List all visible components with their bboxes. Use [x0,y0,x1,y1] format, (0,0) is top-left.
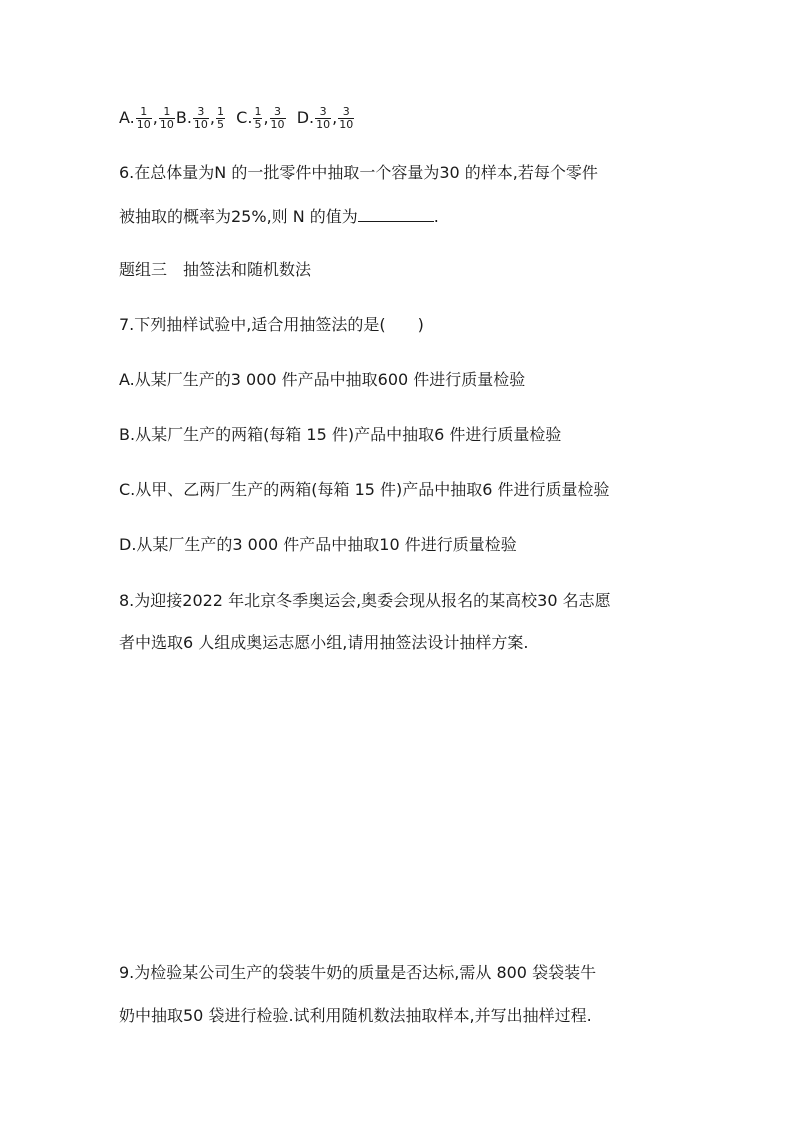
q6-line1: 6.在总体量为N 的一批零件中抽取一个容量为30 的样本,若每个零件 [119,163,598,182]
q7-option-b: B.从某厂生产的两箱(每箱 15 件)产品中抽取6 件进行质量检验 [119,425,562,444]
fraction: $\frac{3}{10}$ [193,105,208,131]
q8-line1: 8.为迎接2022 年北京冬季奥运会,奥委会现从报名的某高校30 名志愿 [119,591,611,610]
q8-line2: 者中选取6 人组成奥运志愿小组,请用抽签法设计抽样方案. [119,633,529,652]
option-a-label: A. [119,108,135,127]
option-d-label: D. [296,108,315,127]
fraction: $\frac{1}{10}$ [159,105,174,131]
q9-line1: 9.为检验某公司生产的袋装牛奶的质量是否达标,需从 800 袋袋装牛 [119,963,597,982]
fraction: $\frac{1}{5}$ [254,105,262,131]
q7-option-d: D.从某厂生产的3 000 件产品中抽取10 件进行质量检验 [119,535,517,554]
q9-line2: 奶中抽取50 袋进行检验.试利用随机数法抽取样本,并写出抽样过程. [119,1006,592,1025]
answer-blank[interactable] [358,203,434,222]
fraction: $\frac{3}{10}$ [270,105,285,131]
q6-line2: 被抽取的概率为25%,则 N 的值为 . [119,203,439,229]
option-b-label: B. [175,108,192,127]
q5-options: A. $\frac{1}{10}$ , $\frac{1}{10}$ B. $\frac{3}{10}$ , $\frac{1}{5}$ C. $\frac{1}{5}$ , $\frac{3}{10}$ D. $\frac{3}{10}$ , $\frac{3}{10}$ [119,105,354,131]
q7-stem: 7.下列抽样试验中,适合用抽签法的是( ) [119,315,424,334]
q7-option-a: A.从某厂生产的3 000 件产品中抽取600 件进行质量检验 [119,370,526,389]
fraction: $\frac{1}{5}$ [217,105,224,131]
fraction: $\frac{3}{10}$ [339,105,354,131]
q7-option-c: C.从甲、乙两厂生产的两箱(每箱 15 件)产品中抽取6 件进行质量检验 [119,480,610,499]
option-c-label: C. [236,108,253,127]
fraction: $\frac{3}{10}$ [316,105,331,131]
section-title: 题组三 抽签法和随机数法 [119,260,312,279]
fraction: $\frac{1}{10}$ [136,105,151,131]
